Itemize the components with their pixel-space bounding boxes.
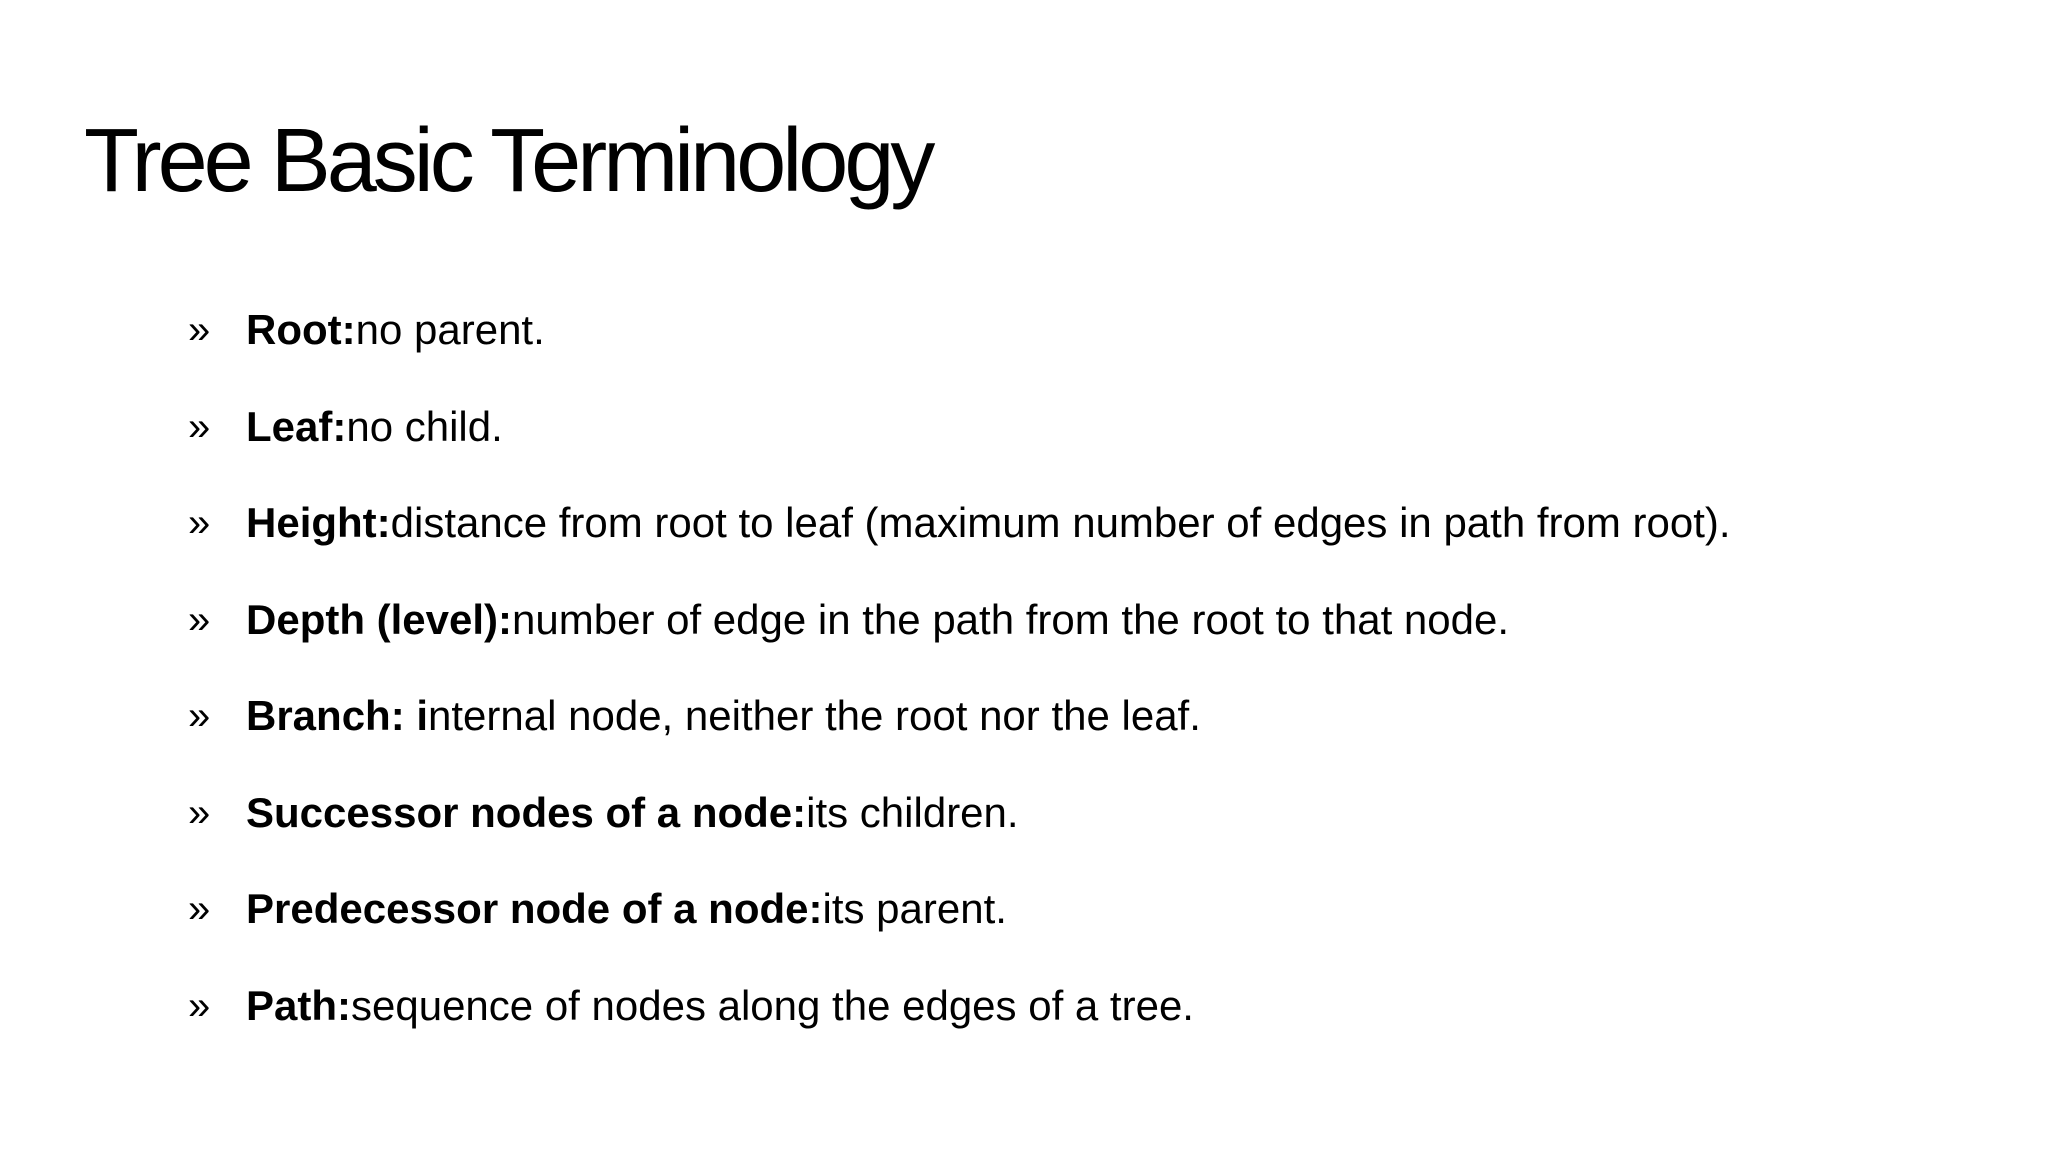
- term-label: Path:: [246, 981, 351, 1029]
- list-item-predecessor: [188, 879, 1731, 976]
- bullet-marker-icon: »: [188, 501, 211, 545]
- list-item-successor: [188, 783, 1731, 880]
- term-label: Depth (level):: [246, 595, 513, 643]
- term-description: number of edge in the path from the root to that node.: [512, 595, 1510, 643]
- term-label: Successor nodes of a node:: [246, 788, 807, 836]
- term-description: its children.: [806, 788, 1019, 836]
- bullet-marker-icon: »: [188, 790, 211, 835]
- term-description: no parent.: [355, 306, 545, 353]
- bullet-marker-icon: »: [188, 983, 211, 1028]
- term-description: sequence of nodes along the edges of a tree.: [351, 981, 1194, 1029]
- bullet-marker-icon: »: [188, 404, 211, 449]
- list-item-height: [188, 493, 1731, 590]
- list-item-branch: [188, 686, 1731, 783]
- bullet-marker-icon: »: [188, 694, 211, 738]
- list-item-depth: [188, 590, 1731, 687]
- bullet-marker-icon: »: [188, 887, 211, 931]
- bullet-marker-icon: »: [188, 308, 211, 352]
- term-label: Root:: [246, 306, 356, 353]
- list-item-root: [188, 300, 1731, 397]
- term-description: distance from root to leaf (maximum number of edges in path from root).: [390, 499, 1731, 546]
- term-label: Branch: i: [246, 692, 429, 739]
- terminology-list: [188, 300, 1731, 1072]
- term-description: no child.: [346, 402, 503, 450]
- bullet-marker-icon: »: [188, 597, 211, 642]
- term-label: Leaf:: [246, 402, 347, 450]
- term-label: Predecessor node of a node:: [246, 885, 823, 932]
- term-description: nternal node, neither the root nor the leaf.: [428, 692, 1201, 739]
- list-item-path: [188, 976, 1731, 1073]
- term-description: its parent.: [822, 885, 1007, 932]
- slide-title: Tree Basic Terminology: [84, 111, 932, 211]
- term-label: Height:: [246, 499, 391, 546]
- list-item-leaf: [188, 397, 1731, 494]
